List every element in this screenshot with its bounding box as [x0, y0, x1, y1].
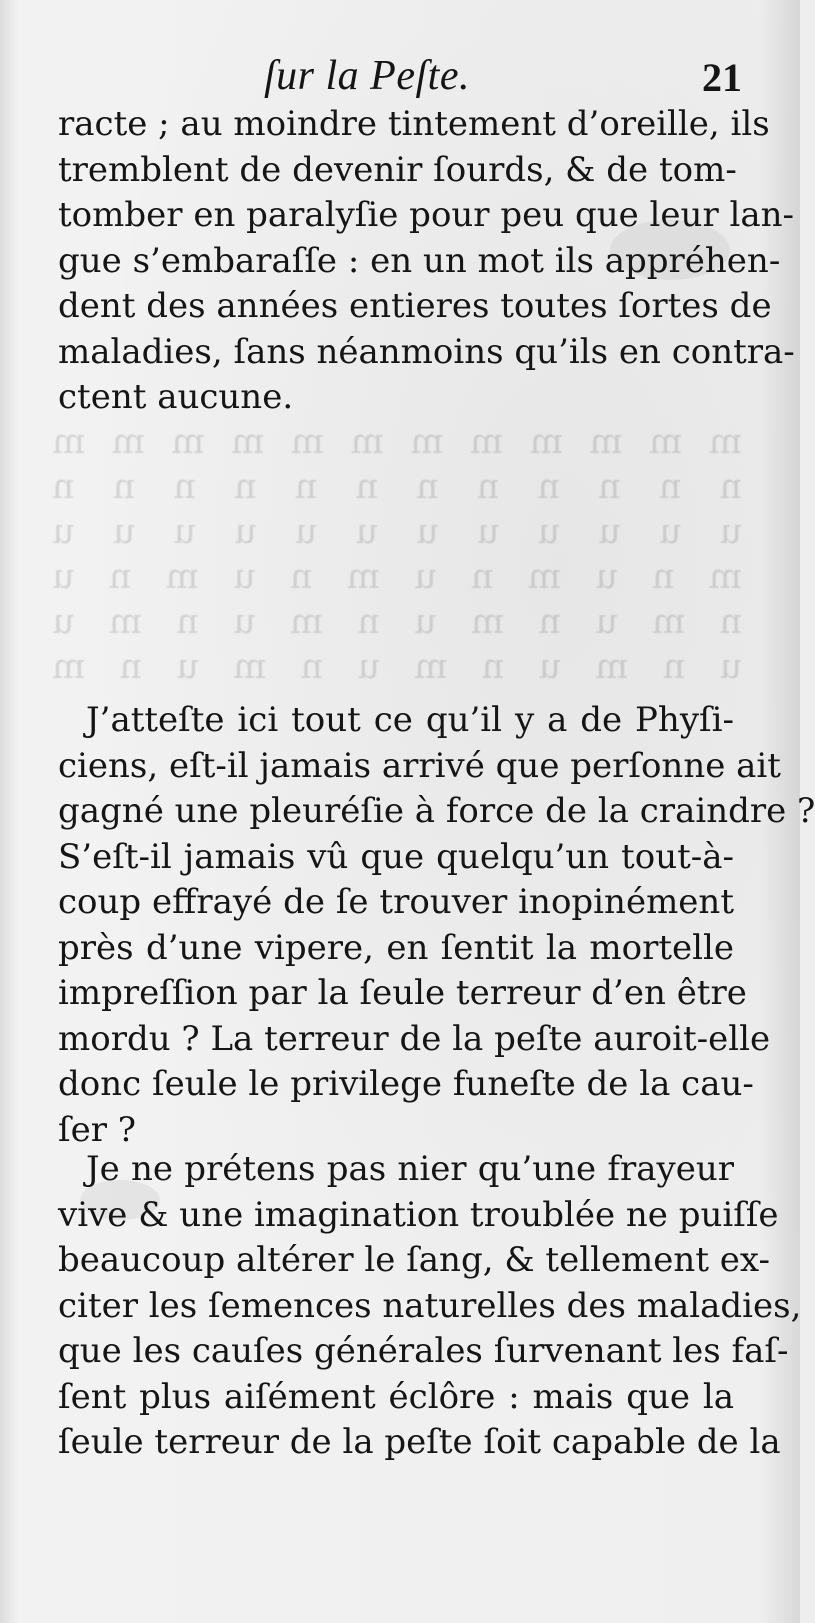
text-line: dent des années entieres toutes ſortes de	[58, 286, 772, 326]
page-number: 21	[702, 55, 742, 100]
bleed-through-line: m m m m m m m m m m m m	[52, 422, 742, 462]
text-line: ciens, eſt-il jamais arrivé que perſonne ait	[58, 745, 781, 786]
bleed-through-line: n n n n n n n n n n n n	[52, 467, 742, 507]
paragraph-3	[58, 1147, 802, 1466]
page-header	[62, 52, 742, 104]
running-title: ſur la Peſte.	[264, 53, 470, 99]
text-line: ſent plus aiſément éclôre : mais que la	[58, 1376, 734, 1417]
bleed-through-text	[52, 420, 742, 690]
bleed-through-line: u u u u u u u u u u u u	[52, 512, 742, 552]
text-line: ſeule terreur de la peſte ſoit capable de la	[58, 1422, 781, 1462]
paragraph-2	[58, 698, 815, 1153]
text-line: beaucoup altérer le ſang, & tellement ex-	[58, 1240, 770, 1280]
paragraph-1	[58, 102, 795, 421]
bleed-through-line: n m u n m u n m u n m u	[52, 602, 742, 642]
text-line: près d’une vipere, en ſentit la mortelle	[58, 927, 734, 968]
text-line: coup effrayé de ſe trouver inopinément	[58, 882, 734, 922]
text-line: gagné une pleuréſie à force de la craindre ?	[58, 791, 815, 831]
text-line: gue s’embaraſſe : en un mot ils appréhen-	[58, 240, 781, 281]
text-line: J’atteſte ici tout ce qu’il y a de Phyſi-	[86, 700, 734, 740]
text-line: S’eſt-il jamais vû que quelqu’un tout-à-	[58, 836, 734, 877]
text-line: tomber en paralyſie pour peu que leur lan-	[58, 195, 795, 235]
text-line: donc ſeule le privilege funeſte de la cau-	[58, 1064, 754, 1104]
text-line: impreſſion par la ſeule terreur d’en être	[58, 973, 747, 1013]
text-line: vive & une imagination troublée ne puiſſe	[58, 1194, 779, 1235]
text-line: mordu ? La terreur de la peſte auroit-elle	[58, 1018, 771, 1059]
text-line: ſer ?	[58, 1109, 136, 1150]
text-line: tremblent de devenir ſourds, & de tom-	[58, 149, 737, 190]
text-line: ctent aucune.	[58, 377, 294, 417]
bleed-through-line: u n m u n m u n m u n m	[52, 647, 742, 687]
text-line: citer les ſemences naturelles des maladies,	[58, 1285, 802, 1326]
bleed-through-line: m n u m n u m n u m n u	[52, 557, 742, 597]
text-line: maladies, ſans néanmoins qu’ils en contra-	[58, 331, 795, 372]
text-line: racte ; au moindre tintement d’oreille, ils	[58, 104, 770, 144]
text-line: Je ne prétens pas nier qu’une frayeur	[86, 1149, 734, 1189]
text-line: que les cauſes générales ſurvenant les faſ-	[58, 1331, 789, 1371]
